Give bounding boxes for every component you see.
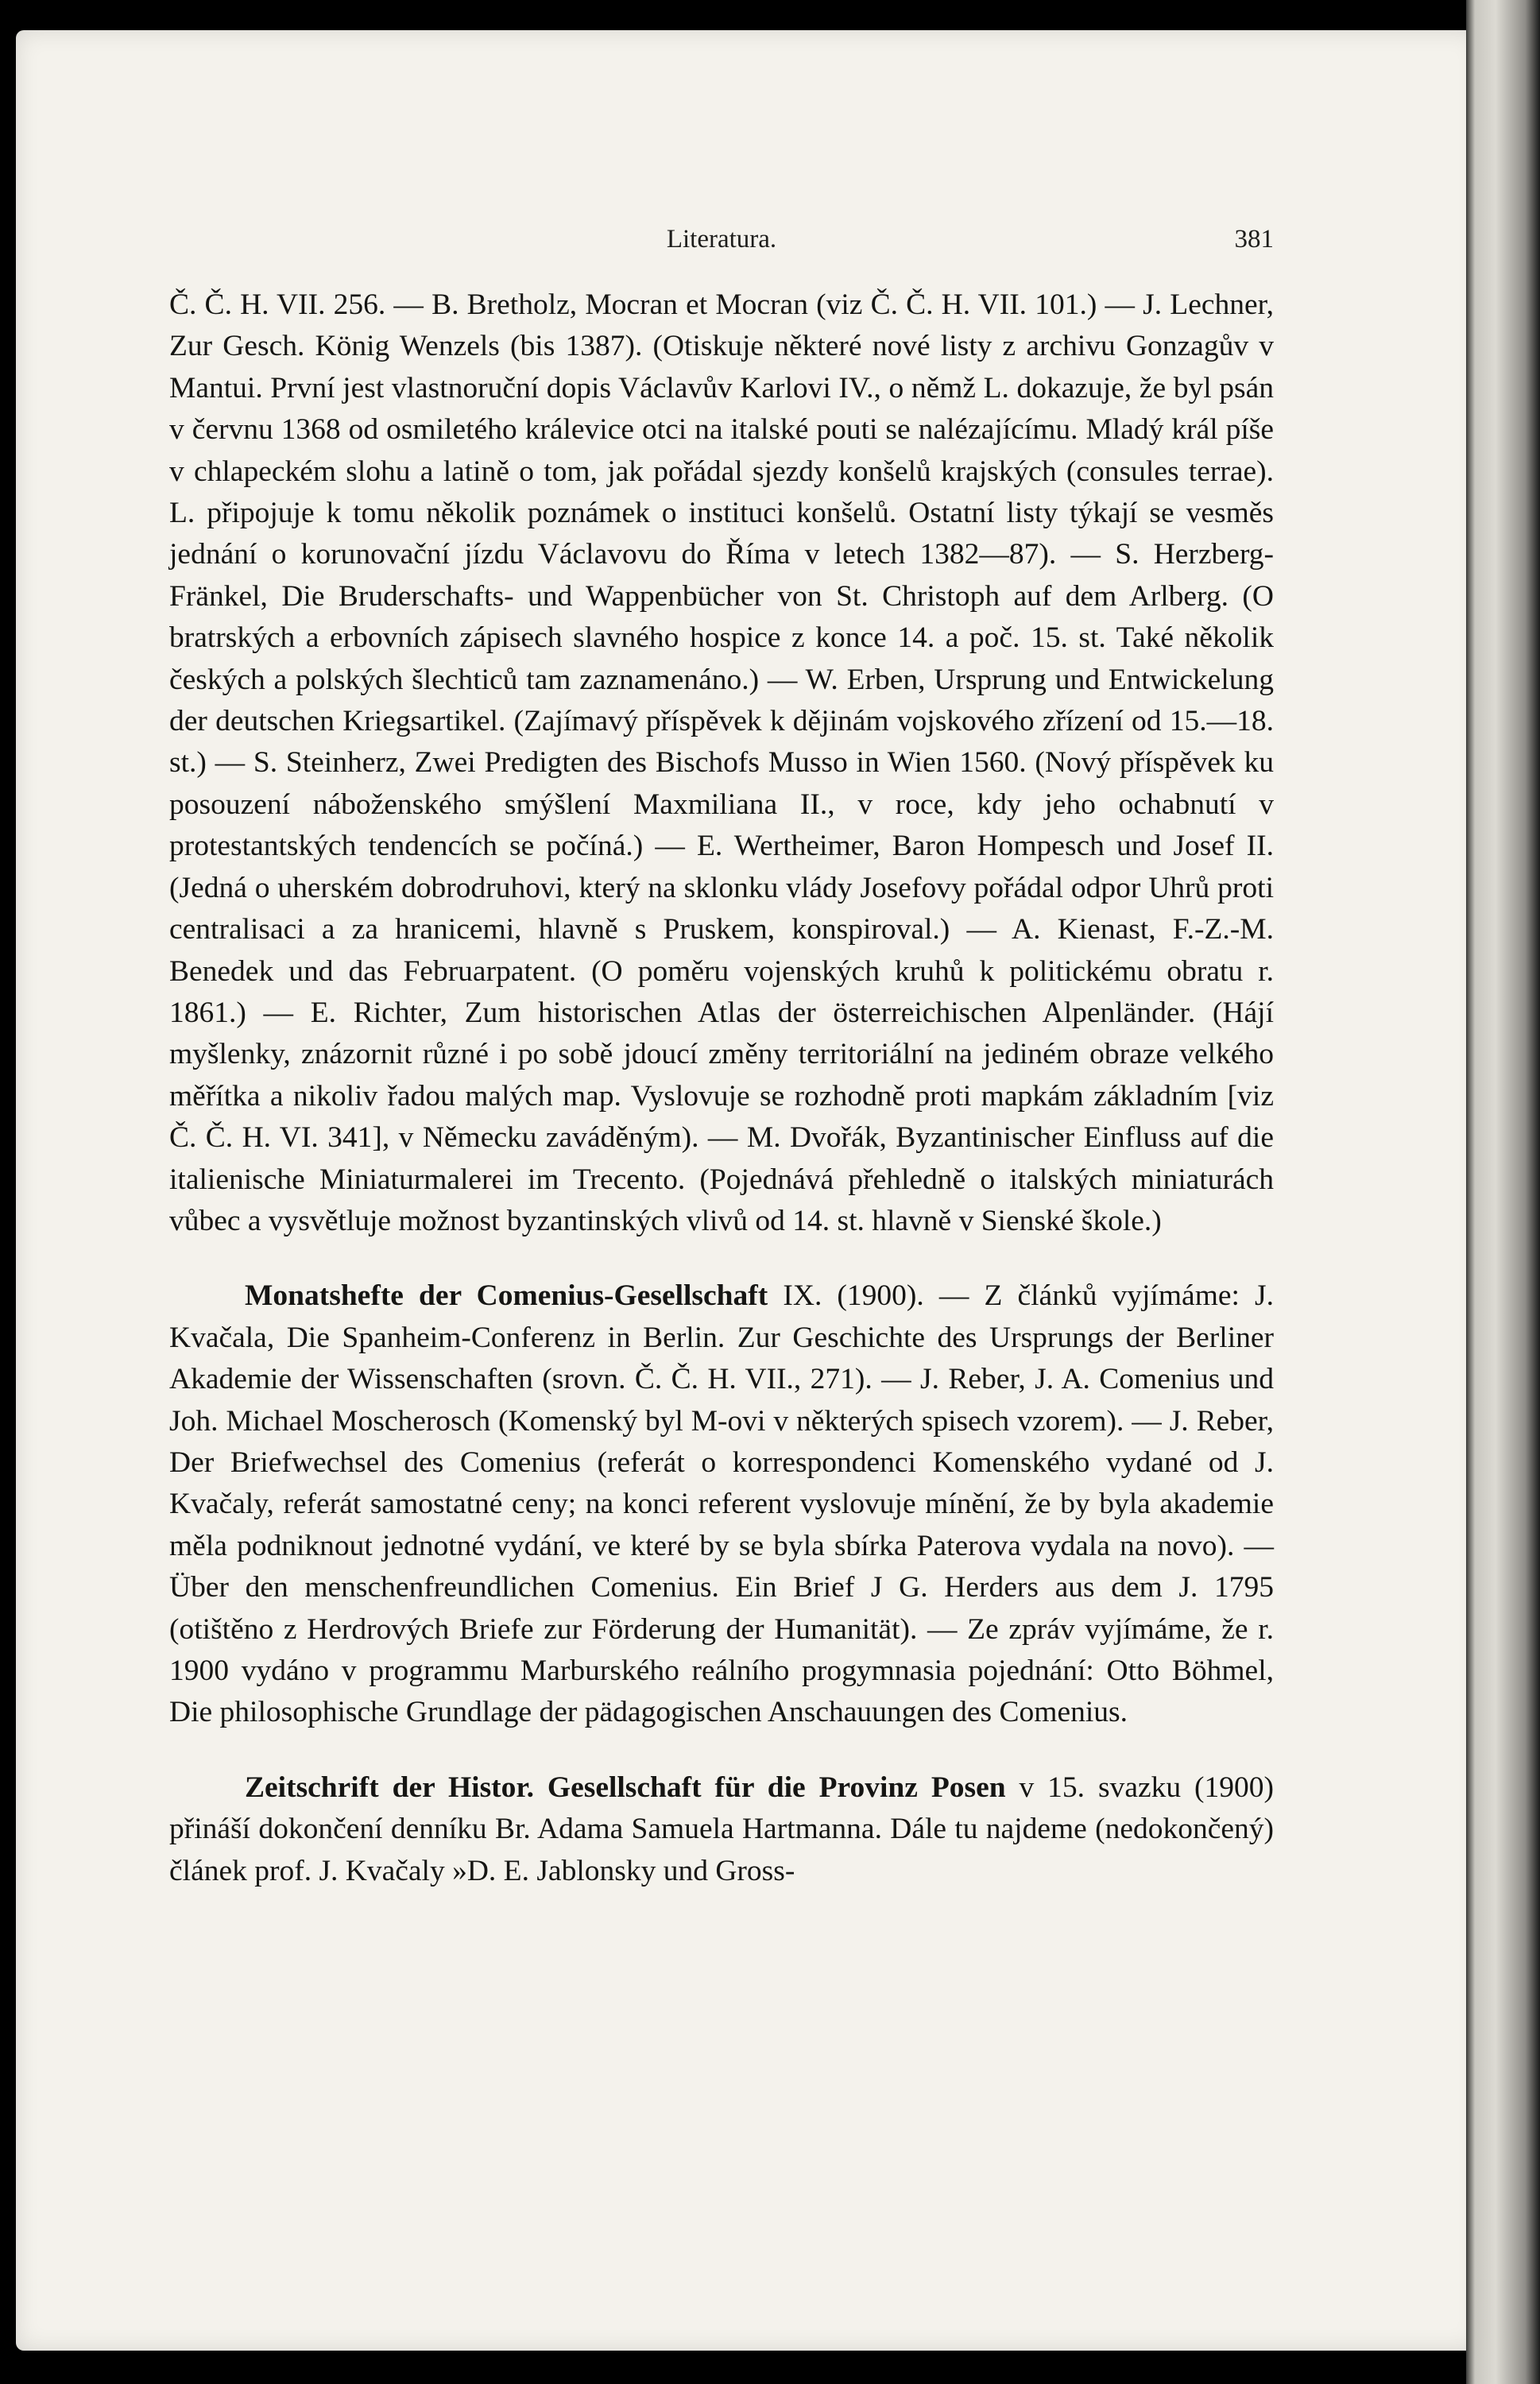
running-title: Literatura. — [666, 225, 777, 253]
journal-title-zeitschrift-posen: Zeitschrift der Histor. Gesellschaft für die Provinz Posen — [245, 1771, 1006, 1804]
paragraph-monatshefte-text: IX. (1900). — Z článků vyjímáme: J. Kvačala, Die Spanheim-Conferenz in Berlin. Zur Geschichte des Ursprungs der Berliner Akademie der Wissenschaften (srovn. Č. Č. H. VII., 271). — J. Reber, J. A. Comenius und Joh. Michael Moscherosch (Komenský byl M-ovi v některých spisech vzorem). — J. Reber, Der Briefwechsel des Comenius (referát o korrespondenci Komenského vydané od J. Kvačaly, referát samostatné ceny; na konci referent vyslovuje mínění, že by byla akademie měla podniknout jednotné vydání, ve které by se byla sbírka Paterova vydala na novo). — Über den menschenfreundlichen Comenius. Ein Brief J G. Herders aus dem J. 1795 (otištěno z Herdrových Briefe zur Förderung der Humanität). — Ze zpráv vyjímáme, že r. 1900 vydáno v programmu Marburského reálního progymnasia pojednání: Otto Böhmel, Die philosophische Grundlage der pädagogischen Anschauungen des Comenius. — [169, 1279, 1274, 1729]
paragraph-monatshefte — [169, 1275, 1274, 1733]
scan-edge — [1466, 0, 1540, 2384]
page-number: 381 — [1234, 225, 1274, 253]
paragraph-zeitschrift-posen-text: v 15. svazku (1900) přináší dokončení denníku Br. Adama Samuela Hartmanna. Dále tu najdeme (nedokončený) článek prof. J. Kvačaly »D. E. Jablonsky und Gross- — [169, 1771, 1275, 1887]
paragraph-review-continuation: Č. Č. H. VII. 256. — B. Bretholz, Mocran et Mocran (viz Č. Č. H. VII. 101.) — J. Lechner, Zur Gesch. König Wenzels (bis 1387). (Otiskuje některé nové listy z archivu Gonzagův v Mantui. První jest vlastnoruční dopis Václavův Karlovi IV., o němž L. dokazuje, že byl psán v červnu 1368 od osmiletého králevice otci na italské pouti se nalézajícímu. Mladý král píše v chlapeckém slohu a latině o tom, jak pořádal sjezdy konšelů krajských (consules terrae). L. připojuje k tomu několik poznámek o instituci konšelů. Ostatní listy týkají se vesměs jednání o korunovační jízdu Václavovu do Říma v letech 1382—87). — S. Herzberg-Fränkel, Die Bruderschafts- und Wappenbücher von St. Christoph auf dem Arlberg. (O bratrských a erbovních zápisech slavného hospice z konce 14. a poč. 15. st. Také několik českých a polských šlechticů tam zaznamenáno.) — W. Erben, Ursprung und Entwickelung der deutschen Kriegsartikel. (Zajímavý příspěvek k dějinám vojskového zřízení od 15.—18. st.) — S. Steinherz, Zwei Predigten des Bischofs Musso in Wien 1560. (Nový příspěvek ku posouzení náboženského smýšlení Maxmiliana II., v roce, kdy jeho ochabnutí v protestantských tendencích se počíná.) — E. Wertheimer, Baron Hompesch und Josef II. (Jedná o uherském dobrodruhovi, který na sklonku vlády Josefovy pořádal odpor Uhrů proti centralisaci a za hranicemi, hlavně s Pruskem, konspiroval.) — A. Kienast, F.-Z.-M. Benedek und das Februarpatent. (O poměru vojenských kruhů k politickému obratu r. 1861.) — E. Richter, Zum historischen Atlas der österreichischen Alpenländer. (Hájí myšlenky, znázornit různé i po sobě jdoucí změny territoriální na jediném obraze velkého měřítka a nikoliv řadou malých map. Vyslovuje se rozhodně proti mapkám základním [viz Č. Č. H. VI. 341], v Německu zaváděným). — M. Dvořák, Byzantinischer Einfluss auf die italienische Miniaturmalerei im Trecento. (Pojednává přehledně o italských miniaturách vůbec a vysvětluje možnost byzantinských vlivů od 14. st. hlavně v Sienské škole.) — [169, 288, 1274, 1237]
running-header — [169, 225, 1274, 257]
paragraph-zeitschrift-posen — [169, 1767, 1274, 1892]
body-text — [169, 284, 1274, 1892]
journal-title-monatshefte: Monatshefte der Comenius-Gesellschaft — [245, 1279, 768, 1313]
